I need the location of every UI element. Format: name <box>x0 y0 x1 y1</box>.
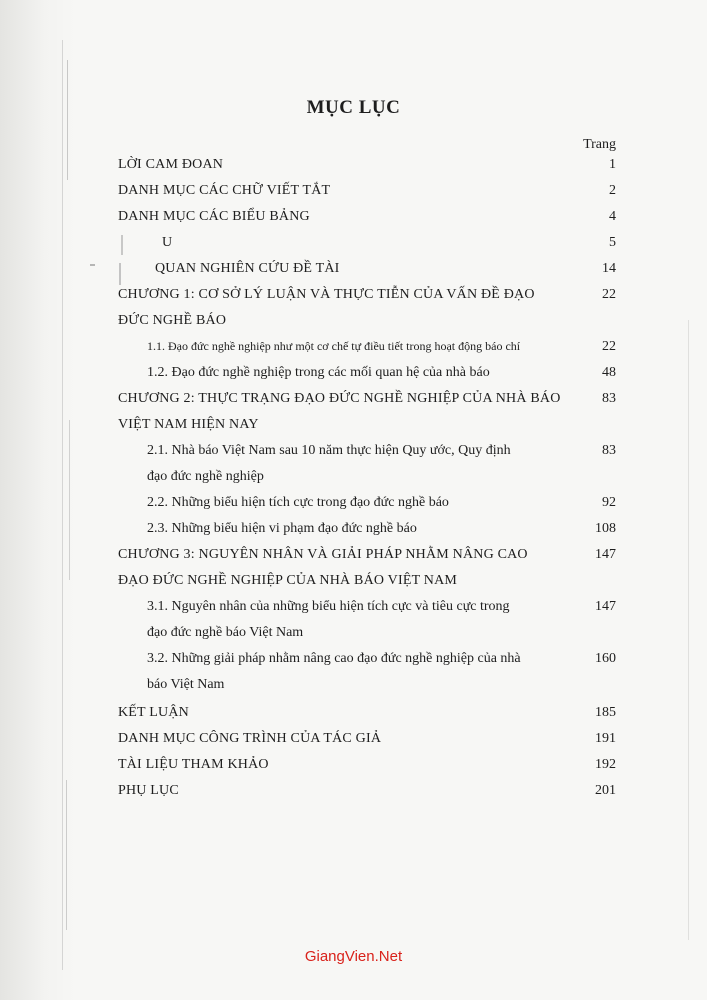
toc-entry-page: 191 <box>595 731 616 746</box>
toc-entry-text: KẾT LUẬN <box>118 705 189 720</box>
toc-entry-text: CHƯƠNG 2: THỰC TRẠNG ĐẠO ĐỨC NGHỀ NGHIỆP CỦA NHÀ BÁO <box>118 391 561 406</box>
toc-entry-text: ĐẠO ĐỨC NGHỀ NGHIỆP CỦA NHÀ BÁO VIỆT NAM <box>118 573 458 588</box>
scan-artifact-line <box>62 40 63 970</box>
toc-entry-text: PHỤ LỤC <box>118 783 179 798</box>
scan-artifact-mark <box>90 264 95 266</box>
toc-entry-text: 2.1. Nhà báo Việt Nam sau 10 năm thực hiện Quy ước, Quy định <box>147 443 511 458</box>
toc-entry-text: CHƯƠNG 1: CƠ SỞ LÝ LUẬN VÀ THỰC TIỄN CỦA VẤN ĐỀ ĐẠO <box>118 287 535 302</box>
toc-entry-page: 83 <box>602 391 616 406</box>
toc-entry-page: 14 <box>602 261 616 276</box>
toc-entry-text: 2.3. Những biểu hiện vi phạm đạo đức nghề báo <box>147 521 417 536</box>
toc-entry-page: 160 <box>595 651 616 666</box>
toc-entry-text: 1.1. Đạo đức nghề nghiệp như một cơ chế tự điều tiết trong hoạt động báo chí <box>147 339 521 353</box>
toc-entry-page: 201 <box>595 783 616 798</box>
scan-artifact-mark <box>119 263 121 285</box>
scan-shadow-edge <box>0 0 75 1000</box>
page-title: MỤC LỤC <box>306 97 401 118</box>
toc-entry-text: LỜI CAM ĐOAN <box>118 157 224 172</box>
toc-entry-text: VIỆT NAM HIỆN NAY <box>118 417 259 432</box>
toc-entry-page: 2 <box>609 183 616 198</box>
scan-artifact-line <box>66 780 67 930</box>
toc-entry-text: U <box>162 235 173 250</box>
toc-entry-page: 192 <box>595 757 616 772</box>
toc-entry-page: 92 <box>602 495 616 510</box>
toc-entry-text: báo Việt Nam <box>147 677 225 692</box>
toc-entry-text: đạo đức nghề nghiệp <box>147 469 264 484</box>
scan-artifact-line <box>69 420 70 580</box>
toc-entry-text: ĐỨC NGHỀ BÁO <box>118 313 227 328</box>
toc-entry-page: 22 <box>602 287 616 302</box>
watermark: GiangVien.Net <box>304 948 403 965</box>
toc-entry-text: QUAN NGHIÊN CỨU ĐỀ TÀI <box>155 261 340 276</box>
toc-entry-text: 3.1. Nguyên nhân của những biểu hiện tích cực và tiêu cực trong <box>147 599 510 614</box>
scan-artifact-mark <box>121 235 123 255</box>
scan-artifact-line <box>688 320 689 940</box>
scan-artifact-line <box>67 60 68 180</box>
toc-entry-page: 22 <box>602 339 616 354</box>
toc-entry-text: CHƯƠNG 3: NGUYÊN NHÂN VÀ GIẢI PHÁP NHẰM NÂNG CAO <box>118 547 528 562</box>
toc-entry-page: 5 <box>609 235 616 250</box>
toc-entry-page: 1 <box>609 157 616 172</box>
toc-entry-text: DANH MỤC CÁC CHỮ VIẾT TẮT <box>118 183 331 198</box>
page-number-column-header: Trang <box>583 137 616 152</box>
toc-entry-page: 83 <box>602 443 616 458</box>
toc-entry-page: 185 <box>595 705 616 720</box>
toc-entry-page: 4 <box>609 209 616 224</box>
toc-entry-text: TÀI LIỆU THAM KHẢO <box>118 757 269 772</box>
toc-entry-page: 108 <box>595 521 616 536</box>
toc-entry-page: 147 <box>595 599 616 614</box>
toc-entry-text: 3.2. Những giải pháp nhằm nâng cao đạo đức nghề nghiệp của nhà <box>147 651 521 666</box>
toc-entry-text: DANH MỤC CÔNG TRÌNH CỦA TÁC GIẢ <box>118 731 382 746</box>
toc-entry-text: DANH MỤC CÁC BIỂU BẢNG <box>118 209 310 224</box>
toc-entry-text: 2.2. Những biểu hiện tích cực trong đạo đức nghề báo <box>147 495 449 510</box>
toc-entry-page: 147 <box>595 547 616 562</box>
toc-entry-text: đạo đức nghề báo Việt Nam <box>147 625 304 640</box>
toc-entry-page: 48 <box>602 365 616 380</box>
toc-entry-text: 1.2. Đạo đức nghề nghiệp trong các mối quan hệ của nhà báo <box>147 365 490 380</box>
